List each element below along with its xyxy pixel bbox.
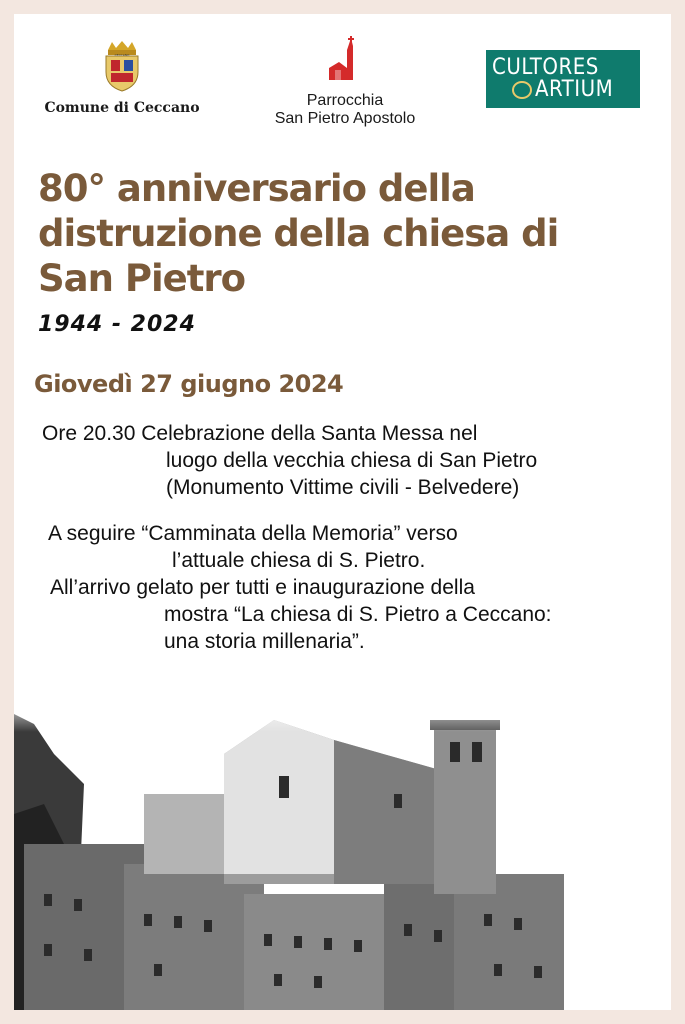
event-title: [38, 166, 658, 301]
exhibition-line3: una storia millenaria”.: [164, 630, 365, 653]
walk-line2: l’attuale chiesa di S. Pietro.: [172, 549, 426, 572]
title-line3: San Pietro: [38, 257, 246, 300]
walk-line1: A seguire “Camminata della Memoria” verso: [48, 522, 458, 545]
exhibition-line2: mostra “La chiesa di S. Pietro a Ceccano:: [164, 603, 552, 626]
ring-icon: [512, 81, 532, 99]
mass-line3: (Monumento Vittime civili - Belvedere): [166, 476, 520, 499]
years-range: 1944 - 2024: [38, 312, 196, 337]
exhibition-line1: All’arrivo gelato per tutti e inaugurazione della: [50, 576, 475, 599]
event-mass: [42, 420, 537, 501]
mass-line1: Ore 20.30 Celebrazione della Santa Messa nel: [42, 422, 478, 445]
cultores-logo: [486, 50, 640, 108]
title-line1: 80° anniversario della: [38, 167, 475, 210]
mass-line2: luogo della vecchia chiesa di San Pietro: [166, 449, 538, 472]
historic-church-photo: [14, 694, 671, 1010]
comune-label: Comune di Ceccano: [44, 100, 200, 116]
parrocchia-line2: San Pietro Apostolo: [274, 110, 416, 127]
church-icon: [325, 36, 365, 86]
title-line2: distruzione della chiesa di: [38, 212, 559, 255]
emblem-text: CECCANO: [114, 53, 130, 57]
event-date: Giovedì 27 giugno 2024: [34, 370, 344, 398]
parrocchia-logo: [250, 36, 440, 128]
event-walk: [48, 520, 458, 574]
poster: [14, 14, 671, 1010]
cultores-line2: ARTIUM: [535, 77, 614, 102]
event-exhibition: [50, 574, 552, 655]
parrocchia-line1: Parrocchia: [306, 92, 384, 109]
comune-logo: [42, 40, 202, 116]
cultores-line1: CULTORES: [492, 55, 599, 80]
coat-of-arms-icon: [100, 40, 144, 92]
